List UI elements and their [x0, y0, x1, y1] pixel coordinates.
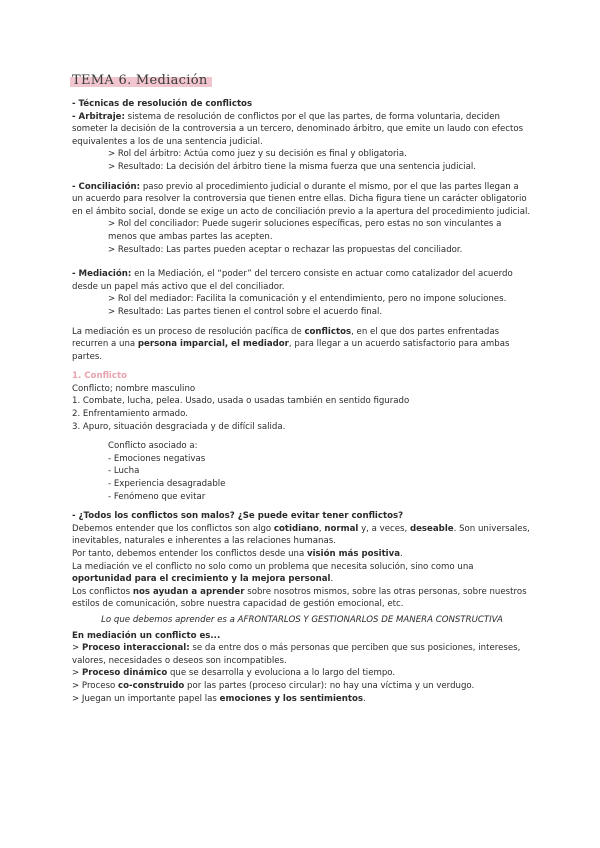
q-text: .: [330, 574, 334, 585]
m-text: .: [362, 693, 366, 704]
conflicto-assoc-item: - Experiencia desagradable: [108, 479, 226, 490]
q-bold: visión más positiva: [306, 549, 401, 559]
q-text: y, a veces,: [358, 523, 410, 534]
m-bold: co-construido: [118, 680, 185, 691]
conciliacion-role: > Rol del conciliador: Puede sugerir soluciones específicas, pero estas no son vinculantes a menos que ambas partes las acepten.: [108, 219, 502, 242]
m-bold: Proceso interaccional:: [81, 643, 190, 654]
conciliacion-label: - Conciliación:: [72, 181, 141, 192]
italic-quote: Lo que debemos aprender es a AFRONTARLOS Y GESTIONARLOS DE MANERA CONSTRUCTIVA: [101, 614, 503, 625]
mediacion-role: > Rol del mediador: Facilita la comunicación y el entendimiento, pero no impone soluciones.: [108, 294, 507, 305]
section-heading: - Técnicas de resolución de conflictos: [72, 99, 253, 109]
m-text: se da entre dos o más personas que perciben que sus posiciones, intereses, valores, necesidades o deseos son incompatibles.: [72, 643, 521, 666]
def-text-3: , para llegar a un acuerdo satisfactorio para ambas partes.: [72, 339, 510, 362]
q-text: ,: [318, 523, 325, 534]
conciliacion-paragraph: [72, 181, 532, 219]
conflicto-def-3: 3. Apuro, situación desgraciada y de difícil salida.: [72, 421, 286, 432]
q-text: sobre nosotros mismos, sobre las otras personas, sobre nuestros estilos de comunicación, sobre nuestra capacidad de gestión emocional, etc.: [72, 586, 527, 610]
m-bold: emociones y los sentimientos: [219, 693, 363, 704]
m-text: >: [72, 668, 82, 679]
mediacion-definition: [72, 326, 532, 364]
conciliacion-result: > Resultado: Las partes pueden aceptar o rechazar las propuestas del conciliador.: [108, 244, 463, 255]
m-text: >: [72, 643, 82, 654]
conflicto-def-2: 2. Enfrentamiento armado.: [72, 409, 188, 420]
page-title: TEMA 6. Mediación: [72, 73, 208, 88]
q-text: Por tanto, debemos entender los conflictos desde una: [72, 549, 307, 559]
mediacion-conflicto-item-3: [72, 680, 532, 693]
question-heading: - ¿Todos los conflictos son malos? ¿Se puede evitar tener conflictos?: [72, 511, 404, 522]
document-page: [72, 72, 532, 705]
arbitraje-role: > Rol del árbitro: Actúa como juez y su decisión es final y obligatoria.: [108, 149, 407, 160]
conflicto-noun: Conflicto; nombre masculino: [72, 383, 196, 394]
m-text: > Proceso: [72, 680, 119, 691]
q-bold: normal: [324, 523, 359, 534]
m-bold: Proceso dinámico: [81, 668, 168, 679]
conflicto-assoc-label: Conflicto asociado a:: [108, 441, 198, 452]
q-text: La mediación ve el conflicto no solo como un problema que necesita solución, sino como una: [72, 561, 474, 572]
mediacion-paragraph: [72, 268, 532, 293]
question-line-4: [72, 586, 532, 611]
q-bold: cotidiano: [273, 523, 319, 534]
m-text: > Juegan un importante papel las: [72, 693, 220, 704]
q-bold: nos ayudan a aprender: [132, 586, 245, 597]
conflicto-def-1: 1. Combate, lucha, pelea. Usado, usada o usadas también en sentido figurado: [72, 396, 410, 407]
mediacion-conflicto-item-1: [72, 642, 532, 667]
def-bold-2: persona imparcial, el mediador: [137, 339, 289, 350]
arbitraje-result: > Resultado: La decisión del árbitro tiene la misma fuerza que una sentencia judicial.: [108, 161, 476, 172]
q-bold: deseable: [409, 523, 454, 534]
def-text-2: , en el que dos partes enfrentadas recurren a una: [72, 326, 500, 350]
mediacion-label: - Mediación:: [72, 269, 132, 280]
m-text: por las partes (proceso circular): no hay una víctima y un verdugo.: [184, 680, 475, 691]
question-line-3: [72, 561, 532, 586]
conciliacion-text: paso previo al procedimiento judicial o durante el mismo, por el que las partes llegan a un acuerdo para resolver la controversia que tienen entre ellas. Dicha figura tiene un carácter obligatorio en el ámbito social, donde se exige un acto de conciliación previo a la apertura del procedimiento judicial.: [72, 181, 531, 217]
conflicto-heading: 1. Conflicto: [72, 371, 127, 382]
mediacion-result: > Resultado: Las partes tienen el control sobre el acuerdo final.: [108, 306, 383, 317]
mediacion-text: en la Mediación, el “poder” del tercero consiste en actuar como catalizador del acuerdo desde un papel más activo que el del conciliador.: [72, 269, 513, 292]
question-line-1: [72, 523, 532, 548]
arbitraje-text: sistema de resolución de conflictos por el que las partes, de forma voluntaria, deciden someter la decisión de la controversia a un tercero, denominado árbitro, que emite un laudo con efectos equivalentes a los de una sentencia judicial.: [72, 111, 524, 147]
arbitraje-paragraph: [72, 111, 532, 149]
mediacion-conflicto-item-2: [72, 667, 532, 680]
q-text: .: [400, 549, 403, 559]
conflicto-assoc-item: - Lucha: [108, 466, 140, 477]
mediacion-conflicto-item-4: [72, 693, 532, 706]
conflicto-assoc-item: - Emociones negativas: [108, 453, 206, 464]
q-text: Debemos entender que los conflictos son algo: [72, 523, 274, 534]
m-text: que se desarrolla y evoluciona a lo largo del tiempo.: [167, 668, 396, 679]
def-bold-1: conflictos: [304, 326, 352, 337]
q-text: . Son universales, inevitables, naturales e inherentes a las relaciones humanas.: [72, 523, 530, 547]
q-text: Los conflictos: [72, 586, 133, 597]
mediacion-conflicto-heading: En mediación un conflicto es...: [72, 630, 221, 641]
q-bold: oportunidad para el crecimiento y la mejora personal: [72, 574, 331, 585]
question-line-2: [72, 548, 532, 561]
def-text-1: La mediación es un proceso de resolución pacífica de: [72, 326, 305, 337]
conflicto-assoc-item: - Fenómeno que evitar: [108, 491, 206, 502]
arbitraje-label: - Arbitraje:: [72, 111, 125, 122]
title-block: [72, 72, 208, 90]
